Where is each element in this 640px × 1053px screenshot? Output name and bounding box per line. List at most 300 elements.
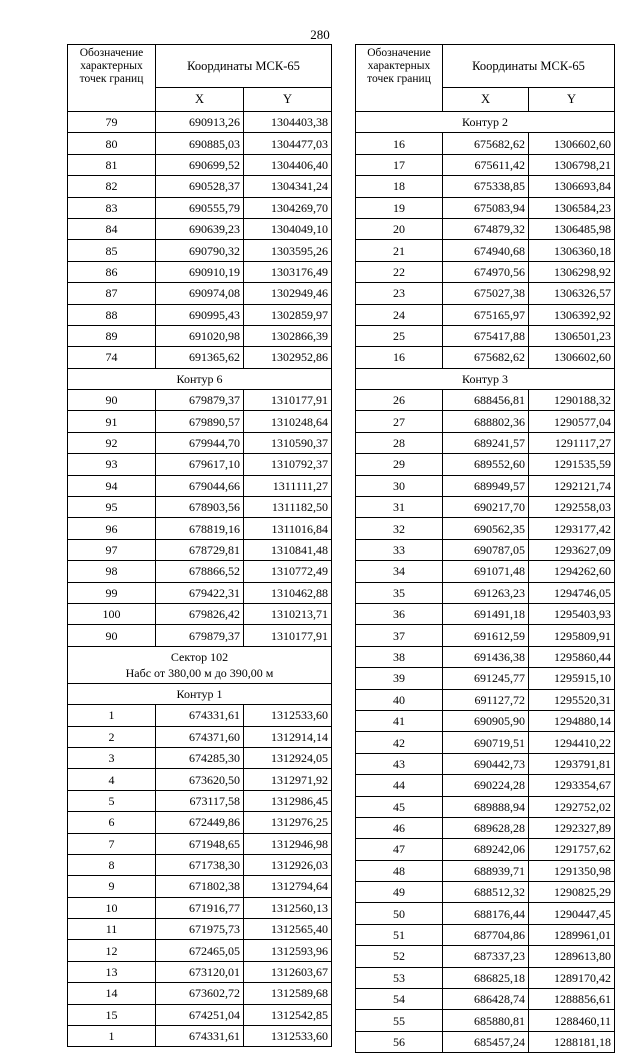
x-value: 690974,08	[156, 283, 244, 304]
point-number: 23	[356, 283, 443, 304]
point-number: 83	[68, 197, 156, 218]
table-row	[68, 582, 332, 603]
x-value: 691245,77	[443, 668, 529, 689]
x-value: 679879,37	[156, 625, 244, 646]
point-number: 16	[356, 347, 443, 368]
x-value: 672465,05	[156, 940, 244, 961]
x-value: 690790,32	[156, 240, 244, 261]
y-value: 1289170,42	[529, 967, 615, 988]
point-number: 8	[68, 854, 156, 875]
point-number: 15	[68, 1004, 156, 1025]
point-number: 54	[356, 989, 443, 1010]
coords-column-header: Координаты МСК-65	[156, 45, 332, 88]
y-value: 1306602,60	[529, 347, 615, 368]
table-row	[356, 860, 615, 881]
point-number: 39	[356, 668, 443, 689]
section-title	[356, 368, 615, 389]
point-number: 33	[356, 539, 443, 560]
y-value: 1302949,46	[244, 283, 332, 304]
section-row	[68, 368, 332, 389]
x-value: 689552,60	[443, 454, 529, 475]
table-row	[356, 390, 615, 411]
point-number: 5	[68, 790, 156, 811]
x-value: 685457,24	[443, 1031, 529, 1052]
point-number: 46	[356, 817, 443, 838]
table-row	[68, 833, 332, 854]
point-number: 17	[356, 154, 443, 175]
y-value: 1306326,57	[529, 283, 615, 304]
x-value: 674251,04	[156, 1004, 244, 1025]
point-number: 82	[68, 176, 156, 197]
y-value: 1288460,11	[529, 1010, 615, 1031]
point-number: 26	[356, 390, 443, 411]
y-value: 1294410,22	[529, 732, 615, 753]
x-value: 678903,56	[156, 497, 244, 518]
x-value: 686428,74	[443, 989, 529, 1010]
table-row	[356, 176, 615, 197]
point-column-header: Обозначение характерных точек границ	[68, 45, 156, 112]
y-value: 1306693,84	[529, 176, 615, 197]
y-column-header: Y	[529, 87, 615, 111]
y-value: 1312533,60	[244, 705, 332, 726]
point-number: 1	[68, 1026, 156, 1047]
point-number: 34	[356, 561, 443, 582]
y-value: 1312914,14	[244, 726, 332, 747]
table-row	[356, 646, 615, 667]
x-value: 691491,18	[443, 603, 529, 624]
table-row	[356, 283, 615, 304]
point-number: 47	[356, 839, 443, 860]
point-number: 30	[356, 475, 443, 496]
x-value: 689241,57	[443, 432, 529, 453]
y-value: 1310177,91	[244, 625, 332, 646]
x-value: 673602,72	[156, 983, 244, 1004]
point-number: 7	[68, 833, 156, 854]
table-row	[356, 582, 615, 603]
point-number: 53	[356, 967, 443, 988]
point-number: 28	[356, 432, 443, 453]
table-row	[356, 240, 615, 261]
x-value: 675682,62	[443, 347, 529, 368]
y-value: 1291350,98	[529, 860, 615, 881]
table-row	[68, 539, 332, 560]
point-number: 12	[68, 940, 156, 961]
section-label: Контур 6	[176, 371, 223, 386]
point-number: 84	[68, 218, 156, 239]
point-number: 25	[356, 325, 443, 346]
table-row	[68, 347, 332, 368]
point-number: 74	[68, 347, 156, 368]
table-row	[356, 967, 615, 988]
y-value: 1292121,74	[529, 475, 615, 496]
point-number: 1	[68, 705, 156, 726]
x-value: 691436,38	[443, 646, 529, 667]
y-value: 1303595,26	[244, 240, 332, 261]
x-value: 689628,28	[443, 817, 529, 838]
y-value: 1312593,96	[244, 940, 332, 961]
table-row	[356, 1031, 615, 1052]
table-row	[68, 454, 332, 475]
point-number: 94	[68, 475, 156, 496]
section-title	[68, 368, 332, 389]
x-value: 691020,98	[156, 325, 244, 346]
section-label: Сектор 102	[170, 649, 229, 664]
table-row	[356, 796, 615, 817]
y-value: 1304341,24	[244, 176, 332, 197]
table-row	[68, 1026, 332, 1047]
x-value: 690639,23	[156, 218, 244, 239]
y-value: 1294880,14	[529, 710, 615, 731]
y-value: 1312924,05	[244, 747, 332, 768]
table-row	[68, 240, 332, 261]
y-value: 1312565,40	[244, 919, 332, 940]
table-row	[356, 497, 615, 518]
point-number: 81	[68, 154, 156, 175]
y-value: 1310590,37	[244, 432, 332, 453]
y-value: 1295403,93	[529, 603, 615, 624]
table-row	[356, 454, 615, 475]
table-row	[68, 625, 332, 646]
table-row	[68, 197, 332, 218]
y-value: 1290188,32	[529, 390, 615, 411]
y-value: 1295520,31	[529, 689, 615, 710]
table-row	[68, 603, 332, 624]
y-value: 1289961,01	[529, 924, 615, 945]
x-value: 679044,66	[156, 475, 244, 496]
point-number: 14	[68, 983, 156, 1004]
x-value: 690699,52	[156, 154, 244, 175]
point-number: 2	[68, 726, 156, 747]
y-value: 1310213,71	[244, 603, 332, 624]
y-value: 1311182,50	[244, 497, 332, 518]
point-number: 80	[68, 133, 156, 154]
table-row	[68, 705, 332, 726]
point-number: 92	[68, 432, 156, 453]
table-row	[68, 854, 332, 875]
x-value: 690442,73	[443, 753, 529, 774]
x-column-header: X	[443, 87, 529, 111]
x-value: 679944,70	[156, 432, 244, 453]
table-row	[356, 753, 615, 774]
table-row	[68, 897, 332, 918]
x-value: 679826,42	[156, 603, 244, 624]
y-value: 1310177,91	[244, 390, 332, 411]
y-value: 1306602,60	[529, 133, 615, 154]
table-row	[68, 176, 332, 197]
y-value: 1310841,48	[244, 539, 332, 560]
x-value: 690905,90	[443, 710, 529, 731]
table-row	[356, 882, 615, 903]
point-number: 10	[68, 897, 156, 918]
page-number: 280	[310, 27, 330, 42]
point-number: 51	[356, 924, 443, 945]
y-value: 1288856,61	[529, 989, 615, 1010]
point-number: 97	[68, 539, 156, 560]
table-row	[68, 940, 332, 961]
point-number: 45	[356, 796, 443, 817]
table-row	[356, 261, 615, 282]
x-value: 687704,86	[443, 924, 529, 945]
x-value: 675682,62	[443, 133, 529, 154]
y-value: 1302859,97	[244, 304, 332, 325]
table-row	[356, 218, 615, 239]
point-number: 6	[68, 812, 156, 833]
section-label: Контур 2	[462, 115, 508, 130]
y-value: 1306298,92	[529, 261, 615, 282]
table-row	[68, 112, 332, 133]
table-row	[356, 561, 615, 582]
table-row	[68, 561, 332, 582]
x-value: 689242,06	[443, 839, 529, 860]
point-number: 90	[68, 625, 156, 646]
point-number: 11	[68, 919, 156, 940]
table-row	[356, 903, 615, 924]
section-title	[68, 646, 332, 683]
table-row	[356, 133, 615, 154]
point-number: 43	[356, 753, 443, 774]
y-column-header: Y	[244, 87, 332, 111]
table-row	[68, 218, 332, 239]
x-value: 679422,31	[156, 582, 244, 603]
section-row	[356, 112, 615, 133]
x-value: 674285,30	[156, 747, 244, 768]
point-number: 89	[68, 325, 156, 346]
y-value: 1291535,59	[529, 454, 615, 475]
x-value: 675417,88	[443, 325, 529, 346]
y-value: 1290577,04	[529, 411, 615, 432]
y-value: 1306584,23	[529, 197, 615, 218]
table-row	[356, 775, 615, 796]
point-number: 22	[356, 261, 443, 282]
y-value: 1291757,62	[529, 839, 615, 860]
y-value: 1291117,27	[529, 432, 615, 453]
table-row	[68, 411, 332, 432]
x-value: 690562,35	[443, 518, 529, 539]
point-number: 13	[68, 961, 156, 982]
point-number: 79	[68, 112, 156, 133]
x-value: 674331,61	[156, 1026, 244, 1047]
y-value: 1290447,45	[529, 903, 615, 924]
x-value: 690910,19	[156, 261, 244, 282]
point-number: 48	[356, 860, 443, 881]
point-number: 99	[68, 582, 156, 603]
y-value: 1310248,64	[244, 411, 332, 432]
x-value: 675611,42	[443, 154, 529, 175]
x-value: 690885,03	[156, 133, 244, 154]
table-row	[356, 475, 615, 496]
table-row	[356, 946, 615, 967]
table-row	[68, 154, 332, 175]
point-number: 56	[356, 1031, 443, 1052]
x-value: 678729,81	[156, 539, 244, 560]
x-value: 691263,23	[443, 582, 529, 603]
y-value: 1311111,27	[244, 475, 332, 496]
y-value: 1302952,86	[244, 347, 332, 368]
point-number: 38	[356, 646, 443, 667]
table-row	[68, 747, 332, 768]
point-number: 24	[356, 304, 443, 325]
y-value: 1310772,49	[244, 561, 332, 582]
y-value: 1294262,60	[529, 561, 615, 582]
table-row	[356, 539, 615, 560]
y-value: 1306501,23	[529, 325, 615, 346]
point-number: 93	[68, 454, 156, 475]
y-value: 1310792,37	[244, 454, 332, 475]
y-value: 1292752,02	[529, 796, 615, 817]
x-value: 686825,18	[443, 967, 529, 988]
point-number: 49	[356, 882, 443, 903]
table-row	[68, 790, 332, 811]
x-value: 691071,48	[443, 561, 529, 582]
coordinates-table-left	[67, 44, 332, 1047]
table-row	[356, 668, 615, 689]
table-row	[356, 197, 615, 218]
point-number: 9	[68, 876, 156, 897]
x-value: 675165,97	[443, 304, 529, 325]
x-value: 689888,94	[443, 796, 529, 817]
table-row	[356, 411, 615, 432]
table-row	[356, 839, 615, 860]
point-number: 87	[68, 283, 156, 304]
x-value: 671738,30	[156, 854, 244, 875]
table-row	[68, 432, 332, 453]
y-value: 1312946,98	[244, 833, 332, 854]
point-number: 36	[356, 603, 443, 624]
y-value: 1293627,09	[529, 539, 615, 560]
y-value: 1292558,03	[529, 497, 615, 518]
table-row	[68, 812, 332, 833]
table-row	[68, 726, 332, 747]
x-value: 688456,81	[443, 390, 529, 411]
table-row	[356, 603, 615, 624]
x-value: 679890,57	[156, 411, 244, 432]
y-value: 1306798,21	[529, 154, 615, 175]
table-row	[68, 961, 332, 982]
point-number: 98	[68, 561, 156, 582]
y-value: 1312603,67	[244, 961, 332, 982]
x-value: 678819,16	[156, 518, 244, 539]
section-row	[68, 646, 332, 683]
y-value: 1290825,29	[529, 882, 615, 903]
point-number: 52	[356, 946, 443, 967]
point-number: 42	[356, 732, 443, 753]
section-row	[68, 683, 332, 704]
table-row	[68, 1004, 332, 1025]
y-value: 1306485,98	[529, 218, 615, 239]
table-row	[356, 924, 615, 945]
point-number: 86	[68, 261, 156, 282]
x-value: 687337,23	[443, 946, 529, 967]
point-number: 37	[356, 625, 443, 646]
point-number: 4	[68, 769, 156, 790]
point-number: 35	[356, 582, 443, 603]
table-row	[356, 432, 615, 453]
y-value: 1312533,60	[244, 1026, 332, 1047]
table-row	[356, 518, 615, 539]
table-row	[356, 689, 615, 710]
x-value: 671975,73	[156, 919, 244, 940]
x-value: 690787,05	[443, 539, 529, 560]
y-value: 1306392,92	[529, 304, 615, 325]
section-title	[68, 683, 332, 704]
point-number: 21	[356, 240, 443, 261]
point-number: 85	[68, 240, 156, 261]
point-number: 20	[356, 218, 443, 239]
x-value: 690995,43	[156, 304, 244, 325]
table-row	[68, 475, 332, 496]
x-value: 691365,62	[156, 347, 244, 368]
x-value: 688176,44	[443, 903, 529, 924]
y-value: 1312971,92	[244, 769, 332, 790]
point-number: 41	[356, 710, 443, 731]
y-value: 1292327,89	[529, 817, 615, 838]
y-value: 1304049,10	[244, 218, 332, 239]
x-value: 674940,68	[443, 240, 529, 261]
x-value: 685880,81	[443, 1010, 529, 1031]
section-label: Контур 1	[176, 686, 223, 701]
y-value: 1293177,42	[529, 518, 615, 539]
table-body-right	[356, 112, 615, 1053]
x-value: 688939,71	[443, 860, 529, 881]
x-value: 690555,79	[156, 197, 244, 218]
y-value: 1312926,03	[244, 854, 332, 875]
point-number: 32	[356, 518, 443, 539]
table-row	[68, 304, 332, 325]
x-value: 674371,60	[156, 726, 244, 747]
point-column-header: Обозначение характерных точек границ	[356, 45, 443, 112]
table-row	[68, 261, 332, 282]
table-row	[356, 347, 615, 368]
x-column-header: X	[156, 87, 244, 111]
table-row	[68, 919, 332, 940]
point-number: 50	[356, 903, 443, 924]
y-value: 1304477,03	[244, 133, 332, 154]
x-value: 690913,26	[156, 112, 244, 133]
table-body-left	[68, 112, 332, 1047]
x-value: 678866,52	[156, 561, 244, 582]
y-value: 1312589,68	[244, 983, 332, 1004]
section-sublabel: Набс от 380,00 м до 390,00 м	[125, 665, 274, 680]
y-value: 1304403,38	[244, 112, 332, 133]
y-value: 1312986,45	[244, 790, 332, 811]
section-label: Контур 3	[462, 371, 508, 386]
point-number: 16	[356, 133, 443, 154]
x-value: 679879,37	[156, 390, 244, 411]
table-row	[356, 625, 615, 646]
point-number: 19	[356, 197, 443, 218]
table-row	[68, 518, 332, 539]
y-value: 1304269,70	[244, 197, 332, 218]
table-row	[68, 497, 332, 518]
table-row	[68, 133, 332, 154]
point-number: 18	[356, 176, 443, 197]
point-number: 27	[356, 411, 443, 432]
y-value: 1288181,18	[529, 1031, 615, 1052]
y-value: 1304406,40	[244, 154, 332, 175]
y-value: 1293791,81	[529, 753, 615, 774]
point-number: 44	[356, 775, 443, 796]
y-value: 1295809,91	[529, 625, 615, 646]
y-value: 1311016,84	[244, 518, 332, 539]
x-value: 673117,58	[156, 790, 244, 811]
table-row	[356, 1010, 615, 1031]
x-value: 679617,10	[156, 454, 244, 475]
y-value: 1312976,25	[244, 812, 332, 833]
point-number: 90	[68, 390, 156, 411]
x-value: 673620,50	[156, 769, 244, 790]
table-row	[68, 769, 332, 790]
table-row	[68, 325, 332, 346]
